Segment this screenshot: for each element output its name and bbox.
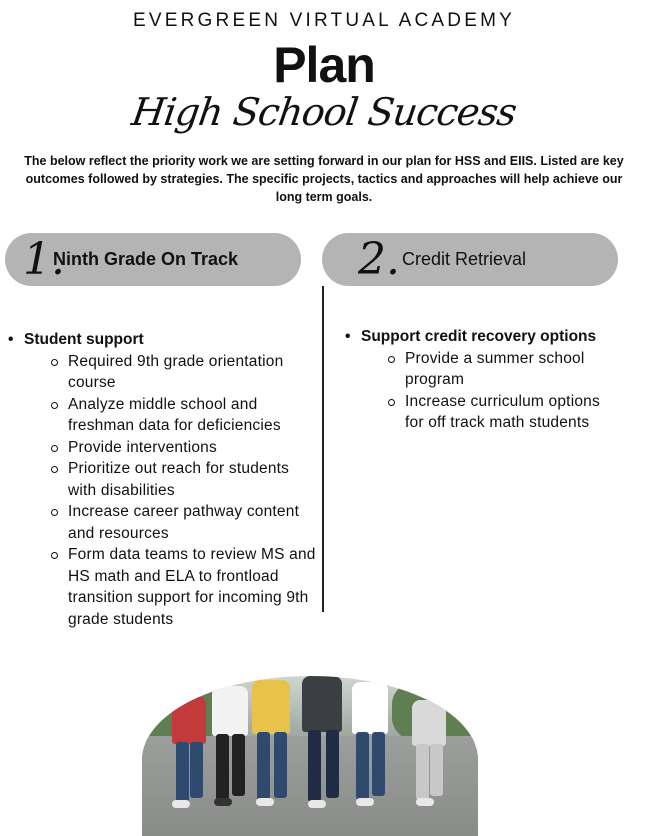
strategy-item: Increase career pathway content and resources — [24, 501, 318, 544]
students-walking-photo — [142, 676, 478, 836]
page-title: Plan — [273, 37, 375, 93]
outcome-header-1 — [5, 233, 301, 286]
outcome-title-2: Credit Retrieval — [402, 249, 527, 269]
strategy-item: Analyze middle school and freshman data for deficiencies — [24, 394, 318, 437]
strategy-item: Provide interventions — [24, 437, 318, 459]
academy-name: EVERGREEN VIRTUAL ACADEMY — [133, 10, 515, 31]
strategy-item: Provide a summer school program — [361, 348, 615, 391]
bullet-label: Student support — [24, 331, 144, 348]
outcome-header-2 — [322, 233, 618, 286]
outcome-number-1: 1. — [23, 234, 65, 285]
outcome-column-1 — [8, 329, 318, 630]
column-divider — [322, 286, 324, 612]
intro-text: The below reflect the priority work we are setting forward in our plan for HSS and EIIS. Listed are key outcomes followed by strategies. The specific projects, tactics and approaches will help achieve our long term goals. — [24, 154, 624, 204]
strategy-item: Increase curriculum options for off track math students — [361, 391, 615, 434]
outcome-column-2 — [345, 326, 615, 434]
bullet-label: Support credit recovery options — [361, 328, 597, 345]
strategy-item: Form data teams to review MS and HS math and ELA to frontload transition support for incoming 9th grade students — [24, 544, 318, 630]
outcome-bullet — [8, 329, 318, 630]
strategy-item: Prioritize out reach for students with disabilities — [24, 458, 318, 501]
strategy-item: Required 9th grade orientation course — [24, 351, 318, 394]
script-subtitle: High School Success — [129, 90, 519, 134]
outcome-number-2: 2. — [358, 234, 400, 285]
outcome-bullet — [345, 326, 615, 434]
outcome-title-1: Ninth Grade On Track — [53, 249, 239, 269]
